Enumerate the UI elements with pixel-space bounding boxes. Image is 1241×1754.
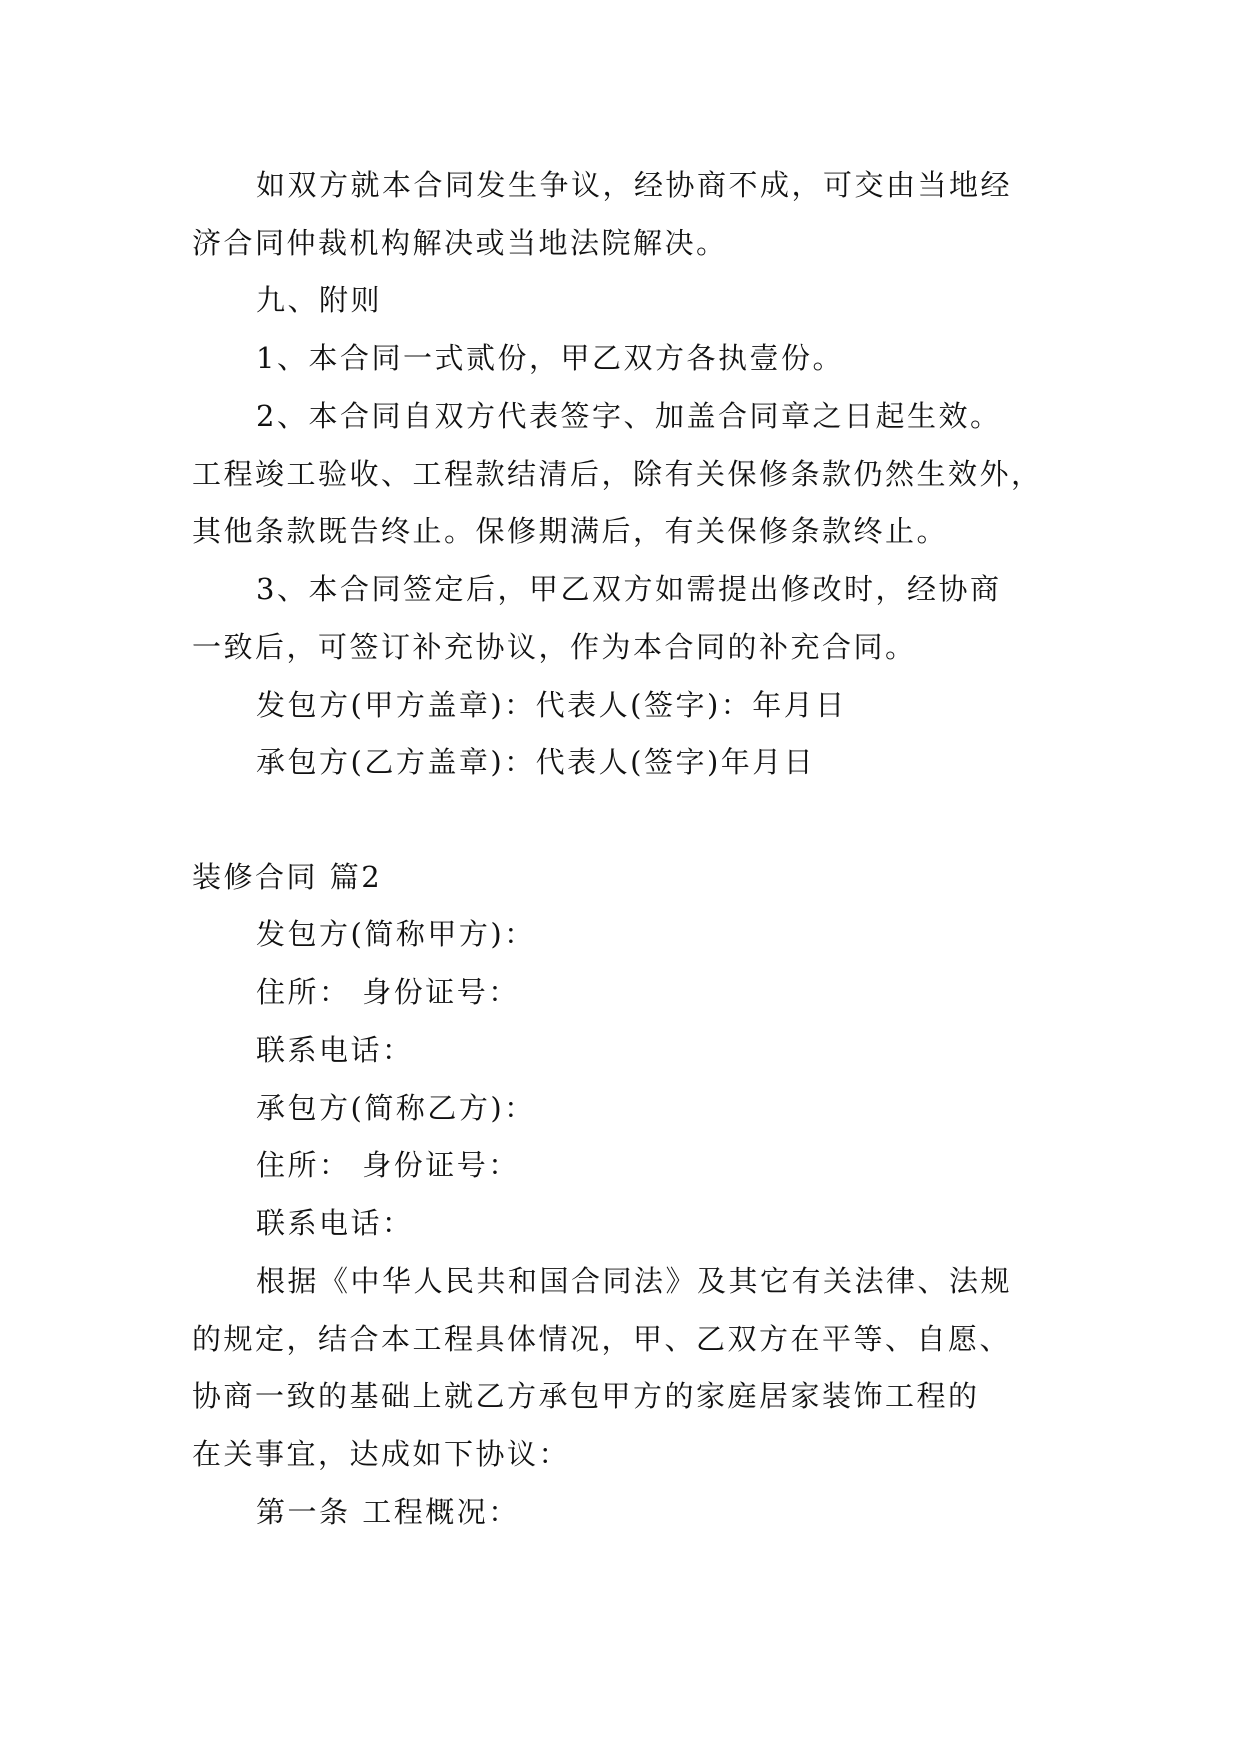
section-heading-appendix: 九、附则 (256, 283, 383, 317)
appendix-clause-2-line-2: 工程竣工验收、工程款结清后，除有关保修条款仍然生效外， (192, 457, 1043, 491)
party-a-phone: 联系电话： (256, 1033, 414, 1067)
preamble-line-2: 的规定，结合本工程具体情况，甲、乙双方在平等、自愿、 (192, 1322, 1012, 1356)
party-b-address-id: 住所： 身份证号： (256, 1148, 520, 1182)
party-b-label: 承包方(简称乙方)： (256, 1091, 536, 1125)
party-a-address-id: 住所： 身份证号： (256, 975, 520, 1009)
preamble-line-3: 协商一致的基础上就乙方承包甲方的家庭居家装饰工程的 (192, 1379, 980, 1413)
contract-section-title: 装修合同 篇2 (192, 860, 383, 894)
preamble-line-4: 在关事宜，达成如下协议： (192, 1437, 571, 1471)
appendix-clause-1: 1、本合同一式贰份，甲乙双方各执壹份。 (256, 341, 844, 375)
appendix-clause-2-line-1: 2、本合同自双方代表签字、加盖合同章之日起生效。 (256, 399, 1002, 433)
party-b-phone: 联系电话： (256, 1206, 414, 1240)
party-a-label: 发包方(简称甲方)： (256, 917, 536, 951)
appendix-clause-3-line-1: 3、本合同签定后，甲乙双方如需提出修改时，经协商 (256, 572, 1002, 606)
appendix-clause-2-line-3: 其他条款既告终止。保修期满后，有关保修条款终止。 (192, 514, 949, 548)
article-1-heading: 第一条 工程概况： (256, 1495, 520, 1529)
party-a-signature-line: 发包方(甲方盖章)：代表人(签字)：年月日 (256, 688, 847, 722)
appendix-clause-3-line-2: 一致后，可签订补充协议，作为本合同的补充合同。 (192, 630, 917, 664)
dispute-paragraph-line-2: 济合同仲裁机构解决或当地法院解决。 (192, 226, 728, 260)
party-b-signature-line: 承包方(乙方盖章)：代表人(签字)年月日 (256, 745, 816, 779)
dispute-paragraph-line-1: 如双方就本合同发生争议，经协商不成，可交由当地经 (256, 168, 1013, 202)
preamble-line-1: 根据《中华人民共和国合同法》及其它有关法律、法规 (256, 1264, 1013, 1298)
